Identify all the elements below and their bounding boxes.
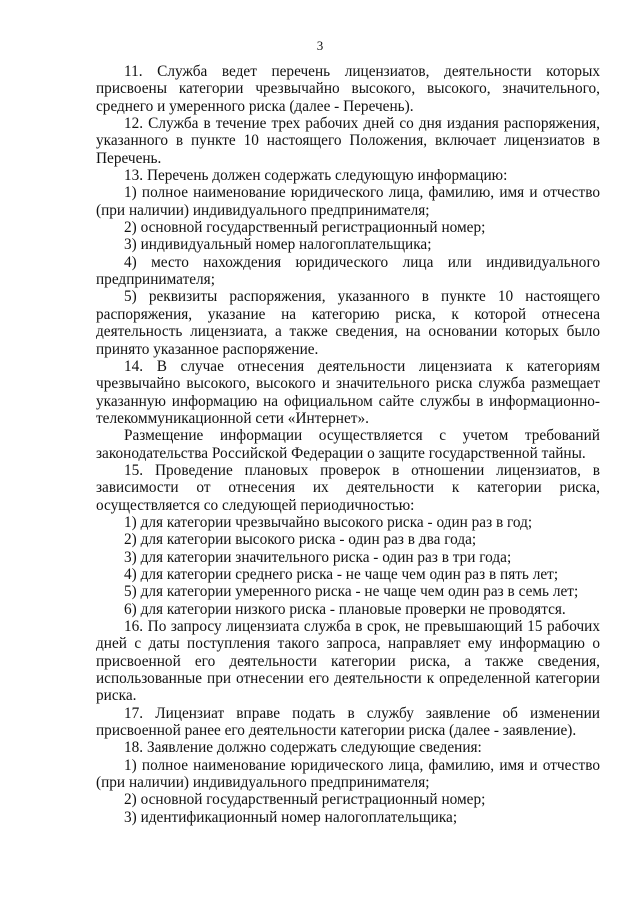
list-item: 1) полное наименование юридического лица, фамилию, имя и отчество (при наличии) индивидуального предпринимателя; [96, 184, 600, 219]
list-item: 2) основной государственный регистрационный номер; [124, 791, 486, 809]
list-item: 4) для категории среднего риска - не чаще чем один раз в пять лет; [124, 565, 559, 583]
list-item: 1) для категории чрезвычайно высокого риска - один раз в год; [124, 513, 533, 531]
list-item: 5) для категории умеренного риска - не чаще чем один раз в семь лет; [124, 583, 579, 601]
list-item: 4) место нахождения юридического лица или индивидуального предпринимателя; [96, 253, 600, 289]
list-item: 3) идентификационный номер налогоплательщика; [124, 808, 458, 826]
list-item: 3) индивидуальный номер налогоплательщика; [124, 236, 432, 254]
paragraph-15: 15. Проведение плановых проверок в отношении лицензиатов, в зависимости от отнесения их деятельности к категории риска, осуществляется со следующей периодичностью: [96, 461, 600, 514]
paragraph-12: 12. Служба в течение трех рабочих дней со дня издания распоряжения, указанного в пункте 10 настоящего Положения, включает лицензиатов в Перечень. [96, 115, 600, 167]
paragraph-14: 14. В случае отнесения деятельности лицензиата к категориям чрезвычайно высокого, высокого и значительного риска служба размещает указанную информацию на официальном сайте службы в информационно-телекоммуникационной сети «Интернет». [96, 357, 600, 427]
page-number: 3 [316, 38, 324, 53]
paragraph-17: 17. Лицензиат вправе подать в службу заявление об изменении присвоенной ранее его деятельности категории риска (далее - заявление). [96, 704, 600, 740]
list-item: 6) для категории низкого риска - плановые проверки не проводятся. [124, 600, 566, 618]
paragraph-16: 16. По запросу лицензиата служба в срок, не превышающий 15 рабочих дней с даты поступления такого запроса, направляет ему информацию о присвоенной его деятельности категории риска, а также сведения, использованные при отнесении его деятельности к определенной категории риска. [96, 618, 600, 705]
paragraph-14-note: Размещение информации осуществляется с учетом требований законодательства Российской Федерации о защите государственной тайны. [96, 427, 600, 462]
paragraph-13: 13. Перечень должен содержать следующую информацию: [124, 167, 508, 185]
list-item: 5) реквизиты распоряжения, указанного в пункте 10 настоящего распоряжения, указание на категорию риска, к которой отнесена деятельность лицензиата, а также сведения, на основании которых было принято указанное распоряжение. [96, 288, 600, 358]
paragraph-18: 18. Заявление должно содержать следующие сведения: [124, 739, 482, 757]
paragraph-11: 11. Служба ведет перечень лицензиатов, деятельности которых присвоены категории чрезвычайно высокого, высокого, значительного, среднего и умеренного риска (далее - Перечень). [96, 63, 600, 115]
list-item: 2) основной государственный регистрационный номер; [124, 219, 486, 237]
list-item: 3) для категории значительного риска - один раз в три года; [124, 548, 512, 566]
list-item: 2) для категории высокого риска - один раз в два года; [124, 531, 477, 549]
document-body [96, 63, 600, 826]
list-item: 1) полное наименование юридического лица, фамилию, имя и отчество (при наличии) индивидуального предпринимателя; [96, 756, 600, 792]
